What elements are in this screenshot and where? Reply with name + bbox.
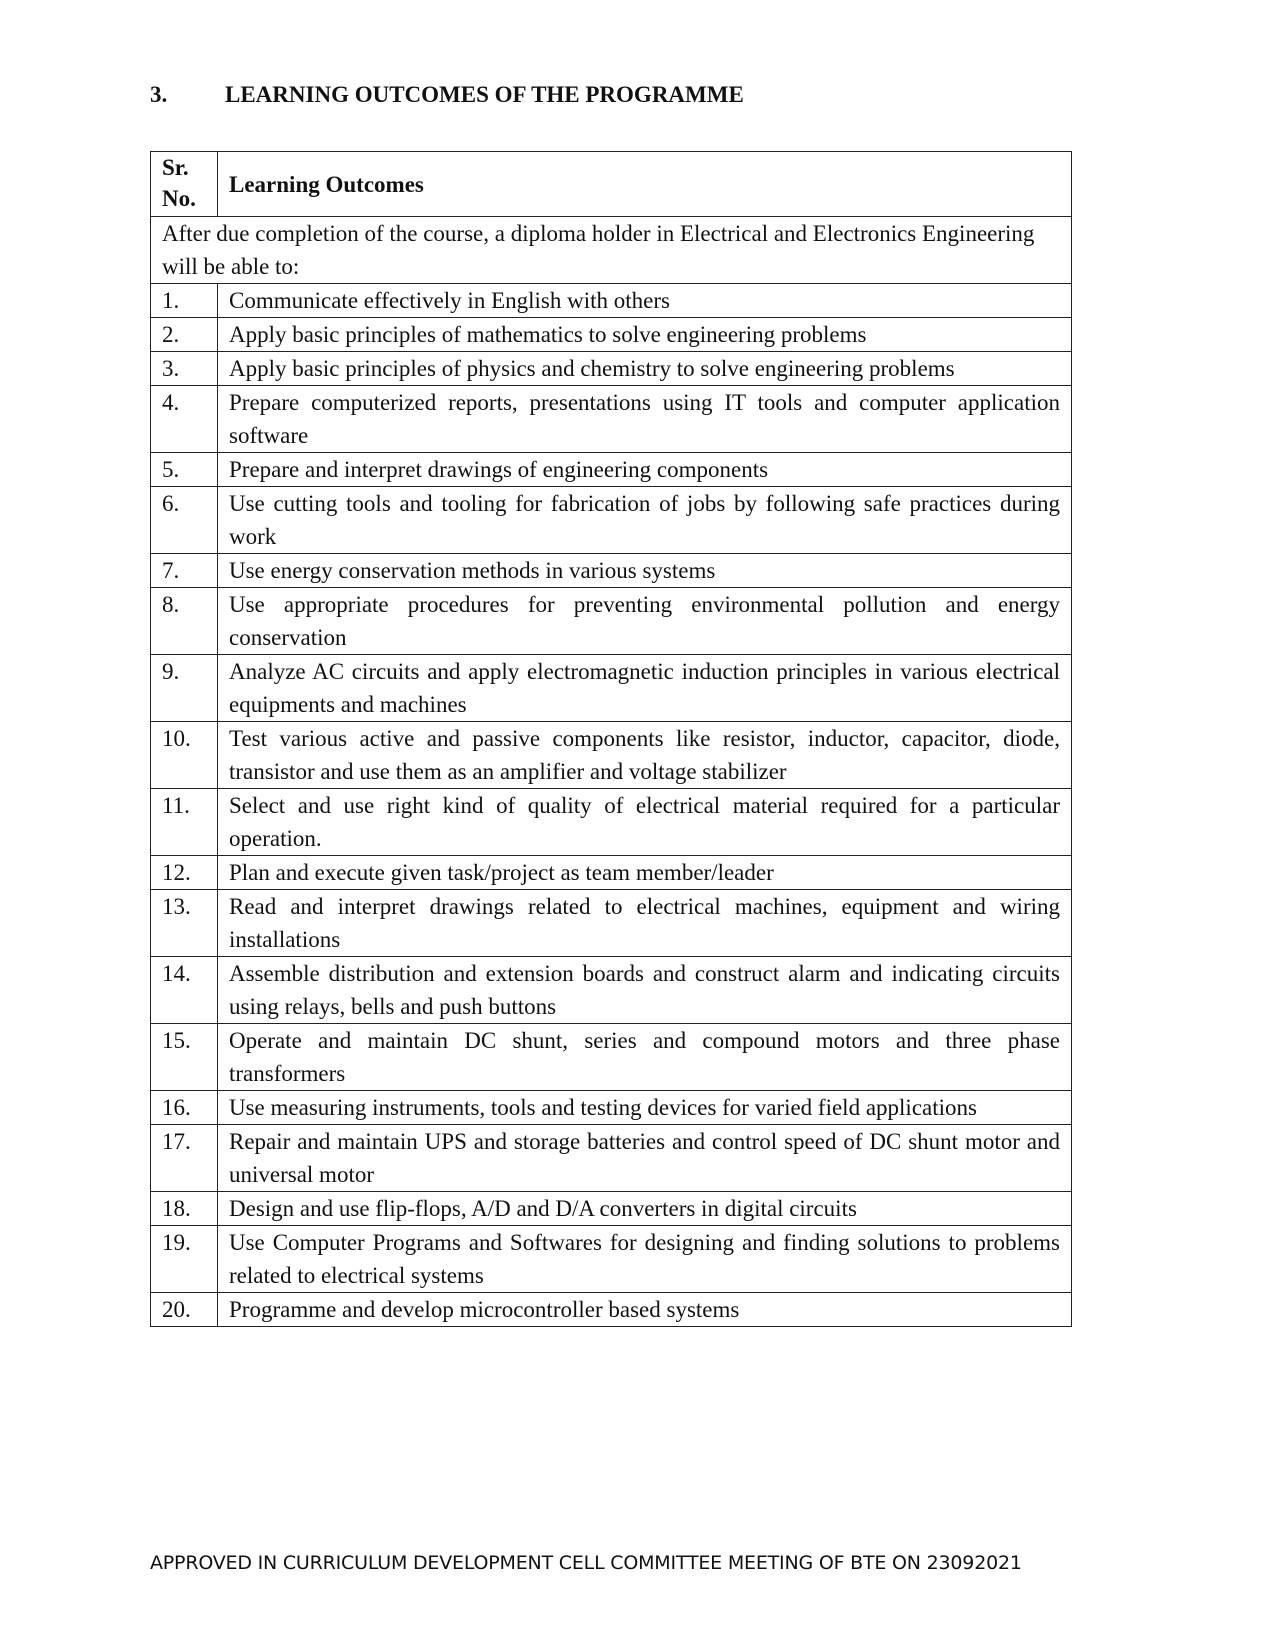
row-sr-no: 15.: [151, 1024, 218, 1091]
row-sr-no: 17.: [151, 1125, 218, 1192]
row-sr-no: 11.: [151, 789, 218, 856]
approval-footer: APPROVED IN CURRICULUM DEVELOPMENT CELL COMMITTEE MEETING OF BTE ON 23092021: [150, 1552, 1022, 1574]
row-outcome-text: Assemble distribution and extension boards and construct alarm and indicating circuits using relays, bells and push buttons: [218, 957, 1072, 1024]
header-sr-line1: Sr.: [162, 155, 189, 180]
intro-row: [151, 217, 1072, 284]
table-row: [151, 655, 1072, 722]
row-outcome-text: Prepare computerized reports, presentations using IT tools and computer application software: [218, 386, 1072, 453]
row-sr-no: 16.: [151, 1091, 218, 1125]
row-outcome-text: Communicate effectively in English with others: [218, 284, 1072, 318]
table-row: [151, 1192, 1072, 1226]
row-sr-no: 12.: [151, 856, 218, 890]
row-sr-no: 2.: [151, 318, 218, 352]
row-outcome-text: Use cutting tools and tooling for fabrication of jobs by following safe practices during work: [218, 487, 1072, 554]
table-row: [151, 1091, 1072, 1125]
table-header-row: [151, 152, 1072, 217]
row-outcome-text: Read and interpret drawings related to electrical machines, equipment and wiring installations: [218, 890, 1072, 957]
table-row: [151, 890, 1072, 957]
intro-text: After due completion of the course, a diploma holder in Electrical and Electronics Engineering will be able to:: [151, 217, 1072, 284]
section-number: 3.: [150, 82, 168, 107]
section-heading: [150, 82, 744, 108]
table-row: [151, 856, 1072, 890]
table-row: [151, 352, 1072, 386]
table-row: [151, 1293, 1072, 1327]
table-row: [151, 957, 1072, 1024]
table-row: [151, 318, 1072, 352]
row-sr-no: 4.: [151, 386, 218, 453]
row-outcome-text: Operate and maintain DC shunt, series and compound motors and three phase transformers: [218, 1024, 1072, 1091]
row-outcome-text: Use energy conservation methods in various systems: [218, 554, 1072, 588]
header-learning-outcomes: Learning Outcomes: [218, 152, 1072, 217]
section-title: LEARNING OUTCOMES OF THE PROGRAMME: [225, 82, 744, 107]
row-sr-no: 14.: [151, 957, 218, 1024]
table-row: [151, 554, 1072, 588]
row-outcome-text: Test various active and passive components like resistor, inductor, capacitor, diode, transistor and use them as an amplifier and voltage stabilizer: [218, 722, 1072, 789]
header-sr-no: [151, 152, 218, 217]
row-sr-no: 18.: [151, 1192, 218, 1226]
row-sr-no: 9.: [151, 655, 218, 722]
row-outcome-text: Use Computer Programs and Softwares for designing and finding solutions to problems related to electrical systems: [218, 1226, 1072, 1293]
row-sr-no: 20.: [151, 1293, 218, 1327]
row-outcome-text: Analyze AC circuits and apply electromagnetic induction principles in various electrical equipments and machines: [218, 655, 1072, 722]
row-sr-no: 5.: [151, 453, 218, 487]
table-row: [151, 789, 1072, 856]
row-sr-no: 10.: [151, 722, 218, 789]
table-row: [151, 722, 1072, 789]
row-sr-no: 1.: [151, 284, 218, 318]
row-outcome-text: Select and use right kind of quality of electrical material required for a particular operation.: [218, 789, 1072, 856]
table-row: [151, 386, 1072, 453]
row-outcome-text: Design and use flip-flops, A/D and D/A converters in digital circuits: [218, 1192, 1072, 1226]
header-sr-line2: No.: [162, 186, 196, 211]
row-outcome-text: Programme and develop microcontroller based systems: [218, 1293, 1072, 1327]
table-row: [151, 453, 1072, 487]
row-sr-no: 3.: [151, 352, 218, 386]
row-sr-no: 7.: [151, 554, 218, 588]
row-outcome-text: Repair and maintain UPS and storage batteries and control speed of DC shunt motor and universal motor: [218, 1125, 1072, 1192]
table-row: [151, 1024, 1072, 1091]
row-outcome-text: Prepare and interpret drawings of engineering components: [218, 453, 1072, 487]
row-sr-no: 19.: [151, 1226, 218, 1293]
table-row: [151, 284, 1072, 318]
row-outcome-text: Plan and execute given task/project as team member/leader: [218, 856, 1072, 890]
table-row: [151, 588, 1072, 655]
learning-outcomes-table: [150, 151, 1072, 1327]
table-row: [151, 487, 1072, 554]
row-sr-no: 8.: [151, 588, 218, 655]
row-outcome-text: Apply basic principles of mathematics to solve engineering problems: [218, 318, 1072, 352]
table-row: [151, 1226, 1072, 1293]
row-outcome-text: Use appropriate procedures for preventing environmental pollution and energy conservation: [218, 588, 1072, 655]
table-row: [151, 1125, 1072, 1192]
row-sr-no: 13.: [151, 890, 218, 957]
row-outcome-text: Apply basic principles of physics and chemistry to solve engineering problems: [218, 352, 1072, 386]
row-outcome-text: Use measuring instruments, tools and testing devices for varied field applications: [218, 1091, 1072, 1125]
row-sr-no: 6.: [151, 487, 218, 554]
